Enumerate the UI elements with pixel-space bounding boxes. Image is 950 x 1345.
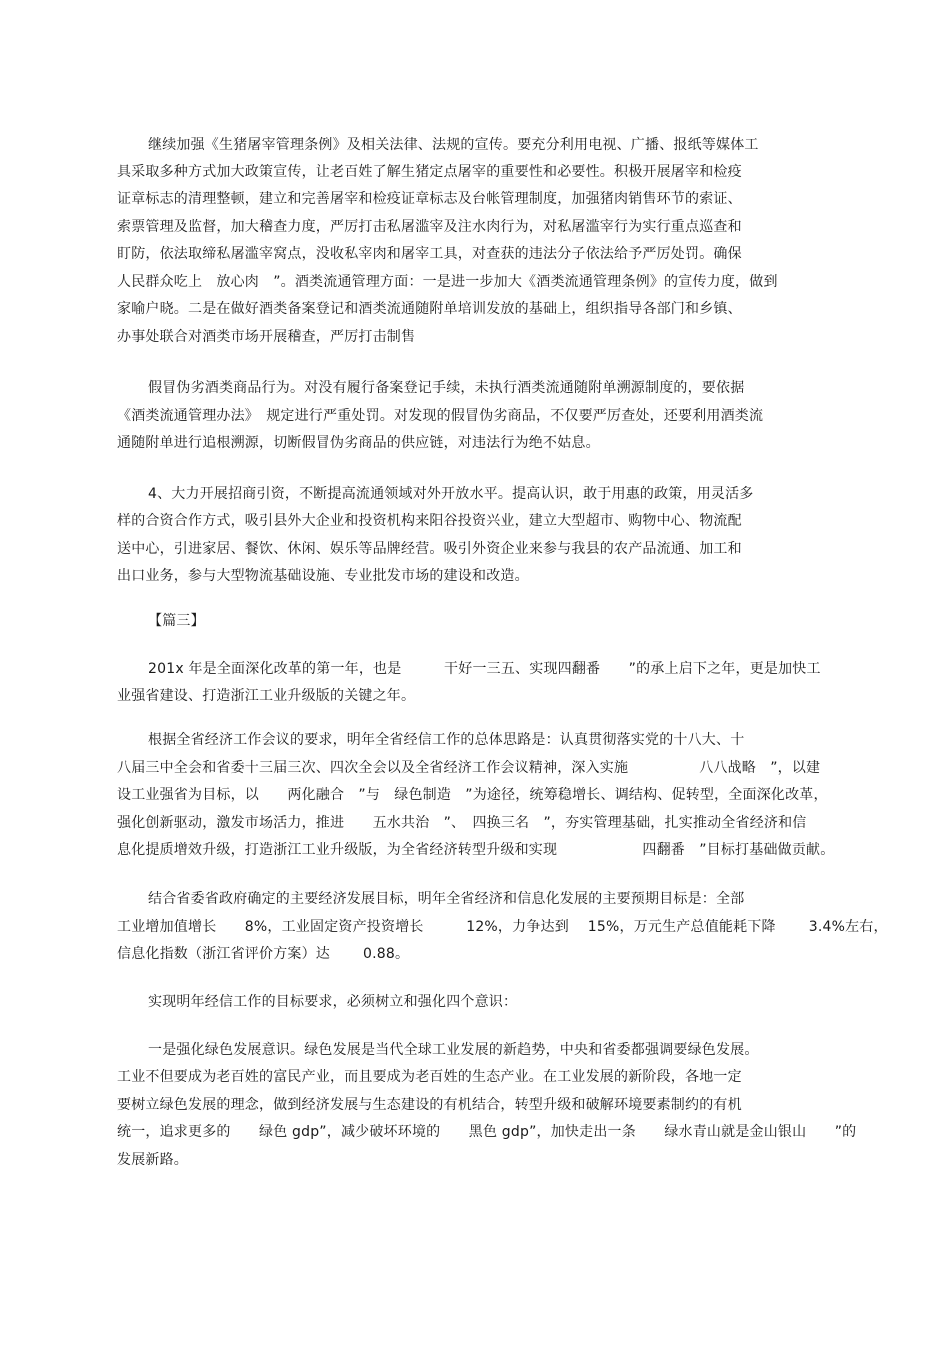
text-line: 工业不但要成为老百姓的富民产业，而且要成为老百姓的生态产业。在工业发展的新阶段，各地一定 (117, 1069, 742, 1085)
text-line: 201x 年是全面深化改革的第一年，也是 干好一三五、实现四翻番 ”的承上启下之年，更是加快工 (148, 661, 821, 677)
text-line: 索票管理及监督，加大稽查力度，严厉打击私屠滥宰及注水肉行为，对私屠滥宰行为实行重点巡查和 (117, 219, 742, 235)
text-line: 实现明年经信工作的目标要求，必须树立和强化四个意识： (148, 994, 518, 1010)
text-line: 工业增加值增长 8%，工业固定资产投资增长 12%，力争达到 15%，万元生产总值能耗下降 3.4%左右， (117, 919, 888, 935)
text-line: 家喻户晓。二是在做好酒类备案登记和酒类流通随附单培训发放的基础上，组织指导各部门和乡镇、 (117, 301, 742, 317)
section-heading: 【篇三】 (148, 613, 205, 629)
text-line: 办事处联合对酒类市场开展稽查，严厉打击制售 (117, 329, 416, 345)
text-line: 出口业务，参与大型物流基础设施、专业批发市场的建设和改造。 (117, 568, 529, 584)
text-line: 统一，追求更多的 绿色 gdp”，减少破坏环境的 黑色 gdp”，加快走出一条 绿水青山就是金山银山 ”的 (117, 1124, 857, 1140)
text-line: 盯防，依法取缔私屠滥宰窝点，没收私宰肉和屠宰工具，对查获的违法分子依法给予严厉处罚。确保 (117, 246, 742, 262)
text-line: 4、大力开展招商引资，不断提高流通领域对外开放水平。提高认识，敢于用惠的政策，用灵活多 (148, 486, 754, 502)
text-line: 发展新路。 (117, 1152, 188, 1168)
text-line: 样的合资合作方式，吸引县外大企业和投资机构来阳谷投资兴业，建立大型超市、购物中心、物流配 (117, 513, 742, 529)
text-line: 送中心，引进家居、餐饮、休闲、娱乐等品牌经营。吸引外资企业来参与我县的农产品流通、加工和 (117, 541, 742, 557)
text-line: 八届三中全会和省委十三届三次、四次全会以及全省经济工作会议精神，深入实施 八八战略 ”，以建 (117, 760, 821, 776)
text-line: 息化提质增效升级，打造浙江工业升级版，为全省经济转型升级和实现 四翻番 ”目标打基础做贡献。 (117, 842, 835, 858)
text-line: 要树立绿色发展的理念，做到经济发展与生态建设的有机结合，转型升级和破解环境要素制约的有机 (117, 1097, 742, 1113)
text-line: 人民群众吃上 放心肉 ”。酒类流通管理方面：一是进一步加大《酒类流通管理条例》的宣传力度，做到 (117, 274, 778, 290)
text-line: 继续加强《生猪屠宰管理条例》及相关法律、法规的宣传。要充分利用电视、广播、报纸等媒体工 (148, 137, 759, 153)
text-line: 业强省建设、打造浙江工业升级版的关键之年。 (117, 688, 416, 704)
text-line: 假冒伪劣酒类商品行为。对没有履行备案登记手续，未执行酒类流通随附单溯源制度的，要依据 (148, 380, 745, 396)
text-line: 一是强化绿色发展意识。绿色发展是当代全球工业发展的新趋势，中央和省委都强调要绿色发展。 (148, 1042, 759, 1058)
text-line: 证章标志的清理整顿，建立和完善屠宰和检疫证章标志及台帐管理制度，加强猪肉销售环节的索证、 (117, 191, 742, 207)
text-line: 根据全省经济工作会议的要求，明年全省经信工作的总体思路是：认真贯彻落实党的十八大、十 (148, 732, 745, 748)
text-line: 强化创新驱动，激发市场活力，推进 五水共治 ”、 四换三名 ”，夯实管理基础，扎实推动全省经济和信 (117, 815, 807, 831)
text-line: 设工业强省为目标，以 两化融合 ”与 绿色制造 ”为途径，统筹稳增长、调结构、促转型，全面深化改革， (117, 787, 828, 803)
text-line: 具采取多种方式加大政策宣传，让老百姓了解生猪定点屠宰的重要性和必要性。积极开展屠宰和检疫 (117, 164, 742, 180)
text-line: 结合省委省政府确定的主要经济发展目标，明年全省经济和信息化发展的主要预期目标是：全部 (148, 891, 745, 907)
text-line: 《酒类流通管理办法》 规定进行严重处罚。对发现的假冒伪劣商品，不仅要严厉查处，还要利用酒类流 (117, 408, 764, 424)
text-line: 信息化指数（浙江省评价方案）达 0.88。 (117, 946, 410, 962)
text-line: 通随附单进行追根溯源，切断假冒伪劣商品的供应链，对违法行为绝不姑息。 (117, 435, 600, 451)
